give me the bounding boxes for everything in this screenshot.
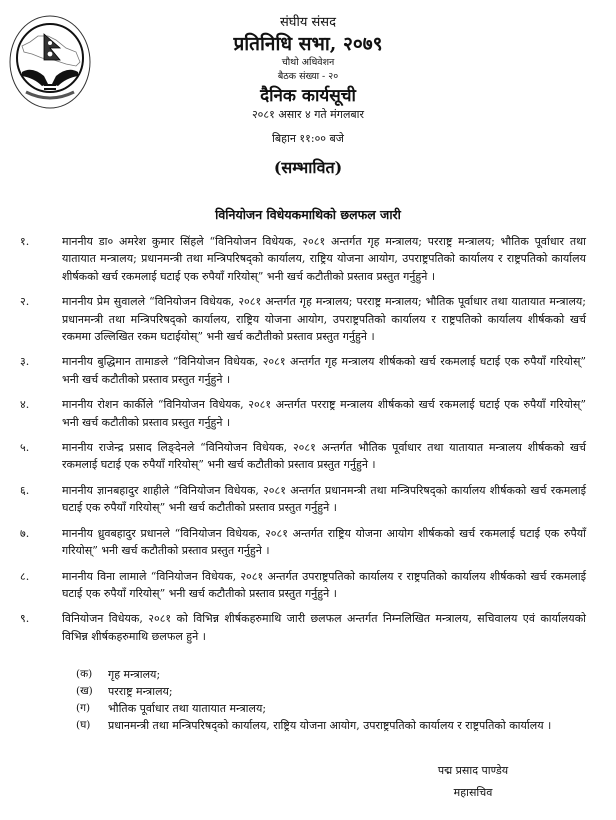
item-text: माननीय राजेन्द्र प्रसाद लिङ्देनले “विनियोजन विधेयक, २०८१ अन्तर्गत भौतिक पूर्वाधार तथा यातायात मन्त्रालय शीर्षकको खर्च रकमलाई घटाई एक रुपैयाँ गरियोस्” भनी खर्च कटौतीको प्रस्ताव प्रस्तुत गर्नुहुने । — [62, 441, 586, 472]
agenda-item — [20, 482, 586, 517]
sublist-item — [76, 717, 582, 734]
item-text: माननीय ध्रुवबहादुर प्रधानले “विनियोजन विधेयक, २०८१ अन्तर्गत राष्ट्रिय योजना आयोग शीर्षकको खर्च रकमलाई घटाई एक रुपैयाँ गरियोस्” भनी खर्च कटौतीको प्रस्ताव प्रस्तुत गर्नुहुने । — [62, 526, 586, 558]
session-label: चौथो अधिवेशन — [281, 57, 335, 68]
signatory-name: पद्म प्रसाद पाण्डेय — [437, 764, 509, 777]
signatory-title: महासचिव — [453, 786, 493, 799]
item-number: १. — [20, 235, 30, 248]
agenda-item — [20, 439, 586, 474]
agenda-items — [20, 233, 586, 653]
item-text: माननीय प्रेम सुवालले “विनियोजन विधेयक, २०८१ अन्तर्गत गृह मन्त्रालय; परराष्ट्र मन्त्रालय; भौतिक पूर्वाधार तथा यातायात मन्त्रालय; प्रधानमन्त्री तथा मन्त्रिपरिषद्को कार्यालय, राष्ट्रिय योजना आयोग, उपराष्ट्रपतिको कार्यालय र राष्ट्रपतिको कार्यालय शीर्षकको खर्च रकममा उल्लिखित रकम घटाईयोस्” भनी खर्च कटौतीको प्रस्ताव प्रस्तुत गर्नुहुने । — [62, 295, 586, 344]
meeting-time: बिहान ११:०० बजे — [272, 132, 344, 145]
sublist-label: (ग) — [76, 702, 91, 714]
sublist-text: प्रधानमन्त्री तथा मन्त्रिपरिषद्को कार्यालय, राष्ट्रिय योजना आयोग, उपराष्ट्रपतिको कार्यालय र राष्ट्रपतिको कार्यालय । — [108, 719, 552, 732]
sublist-label: (घ) — [76, 719, 91, 731]
agenda-title: दैनिक कार्यसूची — [260, 86, 356, 106]
signature-block — [418, 760, 528, 804]
sublist-item — [76, 666, 582, 683]
parliament-emblem-icon — [8, 14, 92, 110]
ministry-sublist — [76, 666, 582, 734]
meeting-date: २०८१ असार ४ गते मंगलबार — [251, 108, 365, 121]
item-text: माननीय बुद्धिमान तामाङले “विनियोजन विधेयक, २०८१ अन्तर्गत गृह मन्त्रालय शीर्षकको खर्च रकमलाई घटाई एक रुपैयाँ गरियोस्” भनी खर्च कटौतीको प्रस्ताव प्रस्तुत गर्नुहुने । — [62, 355, 586, 386]
agenda-item — [20, 610, 586, 645]
sublist-text: परराष्ट्र मन्त्रालय; — [108, 685, 173, 698]
item-number: ३. — [20, 355, 30, 369]
section-title: विनियोजन विधेयकमाथिको छलफल जारी — [215, 207, 401, 222]
sublist-text: गृह मन्त्रालय; — [108, 668, 161, 681]
item-text: माननीय ज्ञानबहादुर शाहीले “विनियोजन विधेयक, २०८१ अन्तर्गत प्रधानमन्त्री तथा मन्त्रिपरिषद्को कार्यालय शीर्षकको खर्च रकमलाई घटाई एक रुपैयाँ गरियोस्” भनी खर्च कटौतीको प्रस्ताव प्रस्तुत गर्नुहुने । — [62, 483, 586, 515]
agenda-item — [20, 353, 586, 388]
item-number: ५. — [20, 441, 30, 455]
item-text: माननीय डा० अमरेश कुमार सिंहले “विनियोजन विधेयक, २०८१ अन्तर्गत गृह मन्त्रालय; परराष्ट्र मन्त्रालय; भौतिक पूर्वाधार तथा यातायात मन्त्रालय; प्रधानमन्त्री तथा मन्त्रिपरिषद्को कार्यालय, राष्ट्रिय योजना आयोग, उपराष्ट्रपतिको कार्यालय र राष्ट्रपतिको कार्यालय शीर्षकको खर्च रकमलाई घटाई एक रुपैयाँ गरियोस्” भनी खर्च कटौतीको प्रस्ताव प्रस्तुत गर्नुहुने । — [62, 235, 586, 283]
meeting-number: बैठक संख्या - २० — [277, 71, 339, 82]
item-text: माननीय रोशन कार्कीले “विनियोजन विधेयक, २०८१ अन्तर्गत परराष्ट्र मन्त्रालय शीर्षकको खर्च रकमलाई घटाई एक रुपैयाँ गरियोस्” भनी खर्च कटौतीको प्रस्ताव प्रस्तुत गर्नुहुने । — [62, 398, 586, 429]
agenda-item — [20, 525, 586, 560]
item-number: ६. — [20, 483, 30, 497]
document-header — [150, 10, 466, 179]
item-number: ८. — [20, 569, 30, 583]
parliament-logo — [8, 14, 92, 110]
agenda-item — [20, 396, 586, 431]
sublist-label: (ख) — [76, 685, 93, 697]
sublist-text: भौतिक पूर्वाधार तथा यातायात मन्त्रालय; — [108, 702, 267, 715]
sublist-label: (क) — [76, 668, 93, 680]
item-text: विनियोजन विधेयक, २०८१ को विभिन्न शीर्षकहरुमाथि जारी छलफल अन्तर्गत निम्नलिखित मन्त्रालय, सचिवालय एवं कार्यालयको विभिन्न शीर्षकहरुमाथि छलफल हुने । — [62, 612, 586, 643]
agenda-item — [20, 233, 586, 285]
agenda-item — [20, 293, 586, 345]
sublist-item — [76, 700, 582, 717]
house-title: प्रतिनिधि सभा, २०७९ — [233, 33, 383, 55]
status-label: (सम्भावित) — [273, 158, 343, 177]
agenda-item — [20, 568, 586, 603]
item-text: माननीय विना लामाले “विनियोजन विधेयक, २०८१ अन्तर्गत उपराष्ट्रपतिको कार्यालय र राष्ट्रपतिको कार्यालय शीर्षकको खर्च रकमलाई घटाई एक रुपैयाँ गरियोस्” भनी खर्च कटौतीको प्रस्ताव प्रस्तुत गर्नुहुने । — [62, 569, 586, 600]
item-number: २. — [20, 295, 30, 309]
item-number: ९. — [20, 612, 30, 626]
sublist-item — [76, 683, 582, 700]
item-number: ४. — [20, 398, 30, 412]
item-number: ७. — [20, 526, 30, 540]
org-name: संघीय संसद — [280, 15, 336, 30]
